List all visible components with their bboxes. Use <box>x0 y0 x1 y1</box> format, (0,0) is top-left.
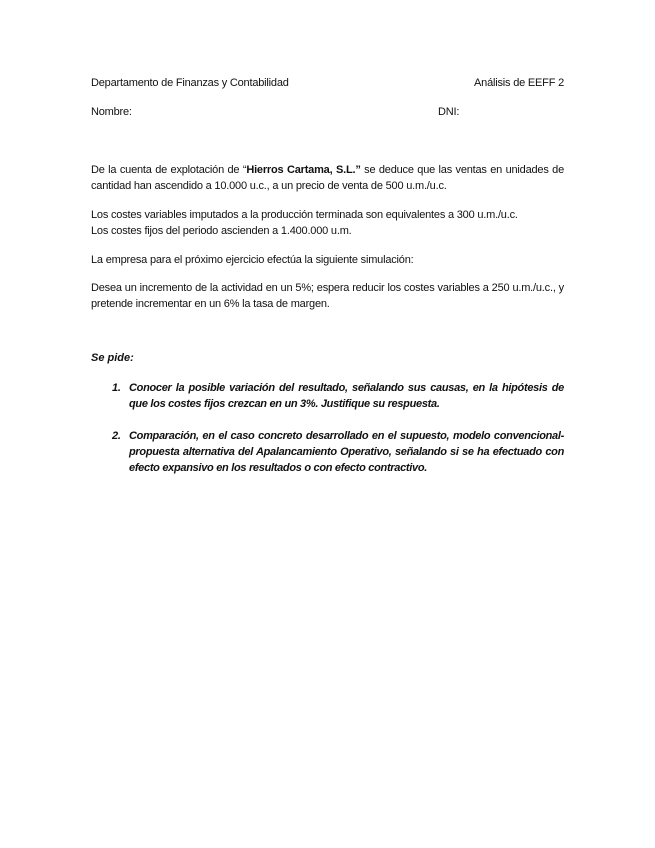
question-number: 1. <box>112 382 121 394</box>
question-item <box>112 428 564 476</box>
question-number: 2. <box>112 430 121 442</box>
questions-heading: Se pide: <box>91 352 134 364</box>
course-name: Análisis de EEFF 2 <box>474 77 564 89</box>
department-name: Departamento de Finanzas y Contabilidad <box>91 77 289 89</box>
p1-after: se deduce que las ventas en unidades de cantidad han ascendido a 10.000 u.c., a un precio de venta de 500 u.m./u.c. <box>91 164 564 192</box>
question-text: Comparación, en el caso concreto desarrollado en el supuesto, modelo convencional-propuesta alternativa del Apalancamiento Operativo, señalando si se ha efectuado con efecto expansivo en los resultados o con efecto contractivo. <box>129 430 564 474</box>
company-name: Hierros Cartama, S.L.” <box>246 164 361 176</box>
paragraph-costs <box>91 207 564 239</box>
fixed-costs-line: Los costes fijos del periodo ascienden a 1.400.000 u.m. <box>91 225 352 237</box>
question-text: Conocer la posible variación del resultado, señalando sus causas, en la hipótesis de que los costes fijos crezcan en un 3%. Justifique su respuesta. <box>129 382 564 410</box>
p1-before: De la cuenta de explotación de “ <box>91 164 247 176</box>
header-row <box>91 77 564 89</box>
paragraph-simulation: La empresa para el próximo ejercicio efectúa la siguiente simulación: <box>91 254 414 266</box>
variable-costs-line: Los costes variables imputados a la producción terminada son equivalentes a 300 u.m./u.c. <box>91 209 518 221</box>
question-item <box>112 380 564 412</box>
paragraph-sales <box>91 162 564 194</box>
name-label: Nombre: <box>91 106 132 118</box>
student-fields-row <box>91 106 564 118</box>
dni-label: DNI: <box>438 106 460 118</box>
paragraph-scenario: Desea un incremento de la actividad en un 5%; espera reducir los costes variables a 250 u.m./u.c., y pretende incrementar en un 6% la tasa de margen. <box>91 282 564 310</box>
